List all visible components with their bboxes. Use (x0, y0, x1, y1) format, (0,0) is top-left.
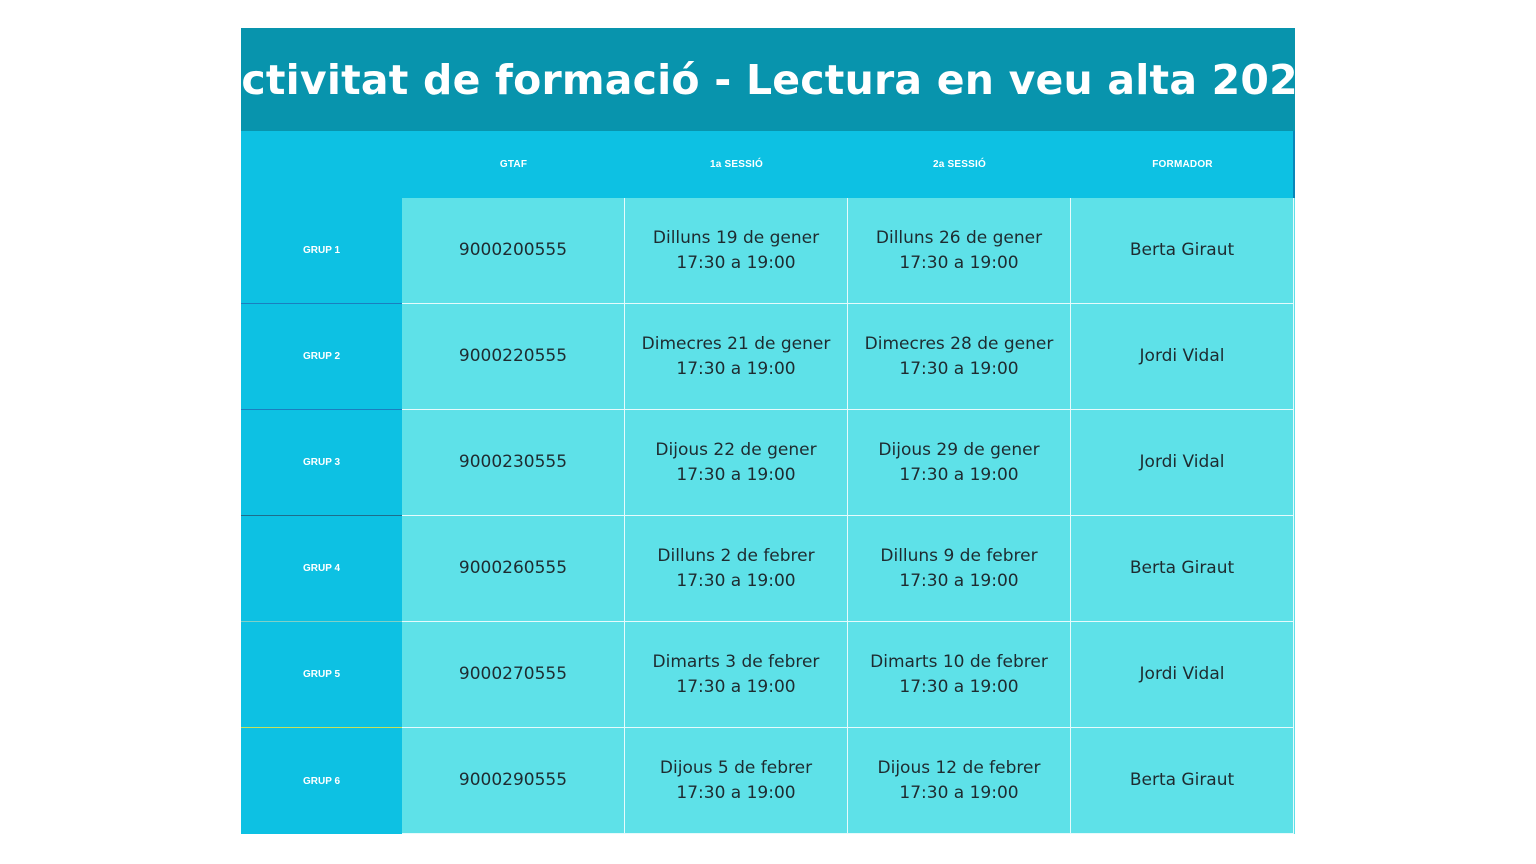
trainer-cell-text: Jordi Vidal (1139, 664, 1225, 684)
header-session-1: 1a SESSIÓ (710, 159, 763, 170)
session-1-cell (625, 198, 848, 304)
header-gtaf: GTAF (499, 159, 528, 170)
title-bar (209, 28, 1327, 131)
gtaf-cell (402, 516, 625, 622)
schedule-grid (402, 198, 1295, 834)
session-2-cell-text: 17:30 a 19:00 (899, 464, 1019, 485)
session-1-cell (625, 516, 848, 622)
session-1-cell (625, 410, 848, 516)
trainer-cell (1071, 304, 1294, 410)
session-2-cell-text: 17:30 a 19:00 (899, 782, 1019, 803)
trainer-cell-text: Jordi Vidal (1139, 452, 1225, 472)
group-label: GRUP 2 (241, 304, 402, 410)
session-2-cell-text: 17:30 a 19:00 (899, 570, 1019, 591)
gtaf-cell (402, 728, 625, 834)
session-2-cell-text: 17:30 a 19:00 (899, 358, 1019, 379)
session-1-cell-text: Dimecres 21 de gener (641, 333, 831, 354)
gtaf-cell-text: 9000200555 (458, 240, 568, 260)
gtaf-cell-text: 9000290555 (458, 770, 568, 790)
trainer-cell-text: Berta Giraut (1129, 240, 1235, 260)
trainer-cell-text: Jordi Vidal (1139, 346, 1225, 366)
session-1-cell-text: 17:30 a 19:00 (676, 464, 796, 485)
session-2-cell (848, 198, 1071, 304)
session-1-cell-text: 17:30 a 19:00 (676, 782, 796, 803)
trainer-cell (1071, 198, 1294, 304)
session-2-cell (848, 516, 1071, 622)
trainer-cell (1071, 622, 1294, 728)
group-label: GRUP 5 (241, 622, 402, 728)
gtaf-cell (402, 198, 625, 304)
session-2-cell-text: Dijous 29 de gener (878, 439, 1040, 460)
session-1-cell-text: Dimarts 3 de febrer (652, 651, 820, 672)
group-label: GRUP 1 (241, 198, 402, 304)
session-1-cell-text: 17:30 a 19:00 (676, 252, 796, 273)
session-1-cell-text: Dilluns 2 de febrer (657, 545, 815, 566)
group-label: GRUP 4 (241, 516, 402, 622)
session-2-cell (848, 304, 1071, 410)
trainer-cell (1071, 728, 1294, 834)
gtaf-cell (402, 622, 625, 728)
gtaf-cell-text: 9000230555 (458, 452, 568, 472)
session-1-cell-text: 17:30 a 19:00 (676, 570, 796, 591)
session-2-cell (848, 410, 1071, 516)
trainer-cell-text: Berta Giraut (1129, 558, 1235, 578)
gtaf-cell (402, 304, 625, 410)
session-1-cell-text: Dijous 5 de febrer (659, 757, 813, 778)
gtaf-cell-text: 9000260555 (458, 558, 568, 578)
session-2-cell-text: 17:30 a 19:00 (899, 252, 1019, 273)
group-column (241, 198, 402, 834)
trainer-cell (1071, 516, 1294, 622)
session-2-cell-text: Dilluns 26 de gener (875, 227, 1043, 248)
group-label: GRUP 3 (241, 410, 402, 516)
session-1-cell-text: 17:30 a 19:00 (676, 676, 796, 697)
session-1-cell (625, 304, 848, 410)
header-session-2: 2a SESSIÓ (933, 159, 986, 170)
gtaf-cell (402, 410, 625, 516)
session-1-cell (625, 622, 848, 728)
session-2-cell-text: Dimecres 28 de gener (864, 333, 1054, 354)
session-2-cell-text: Dilluns 9 de febrer (880, 545, 1038, 566)
session-2-cell (848, 728, 1071, 834)
header-trainer: FORMADOR (1152, 159, 1213, 170)
session-1-cell-text: 17:30 a 19:00 (676, 358, 796, 379)
session-2-cell (848, 622, 1071, 728)
session-2-cell-text: Dijous 12 de febrer (877, 757, 1041, 778)
table-header-row (241, 131, 1295, 198)
schedule-sheet (209, 28, 1327, 834)
session-1-cell-text: Dilluns 19 de gener (652, 227, 820, 248)
session-1-cell-text: Dijous 22 de gener (655, 439, 817, 460)
trainer-cell-text: Berta Giraut (1129, 770, 1235, 790)
group-label: GRUP 6 (302, 775, 341, 787)
trainer-cell (1071, 410, 1294, 516)
session-2-cell-text: 17:30 a 19:00 (899, 676, 1019, 697)
session-2-cell-text: Dimarts 10 de febrer (870, 651, 1048, 672)
gtaf-cell-text: 9000270555 (458, 664, 568, 684)
gtaf-cell-text: 9000220555 (458, 346, 568, 366)
session-1-cell (625, 728, 848, 834)
page-title: Activitat de formació - Lectura en veu alta 2026 (209, 55, 1327, 104)
